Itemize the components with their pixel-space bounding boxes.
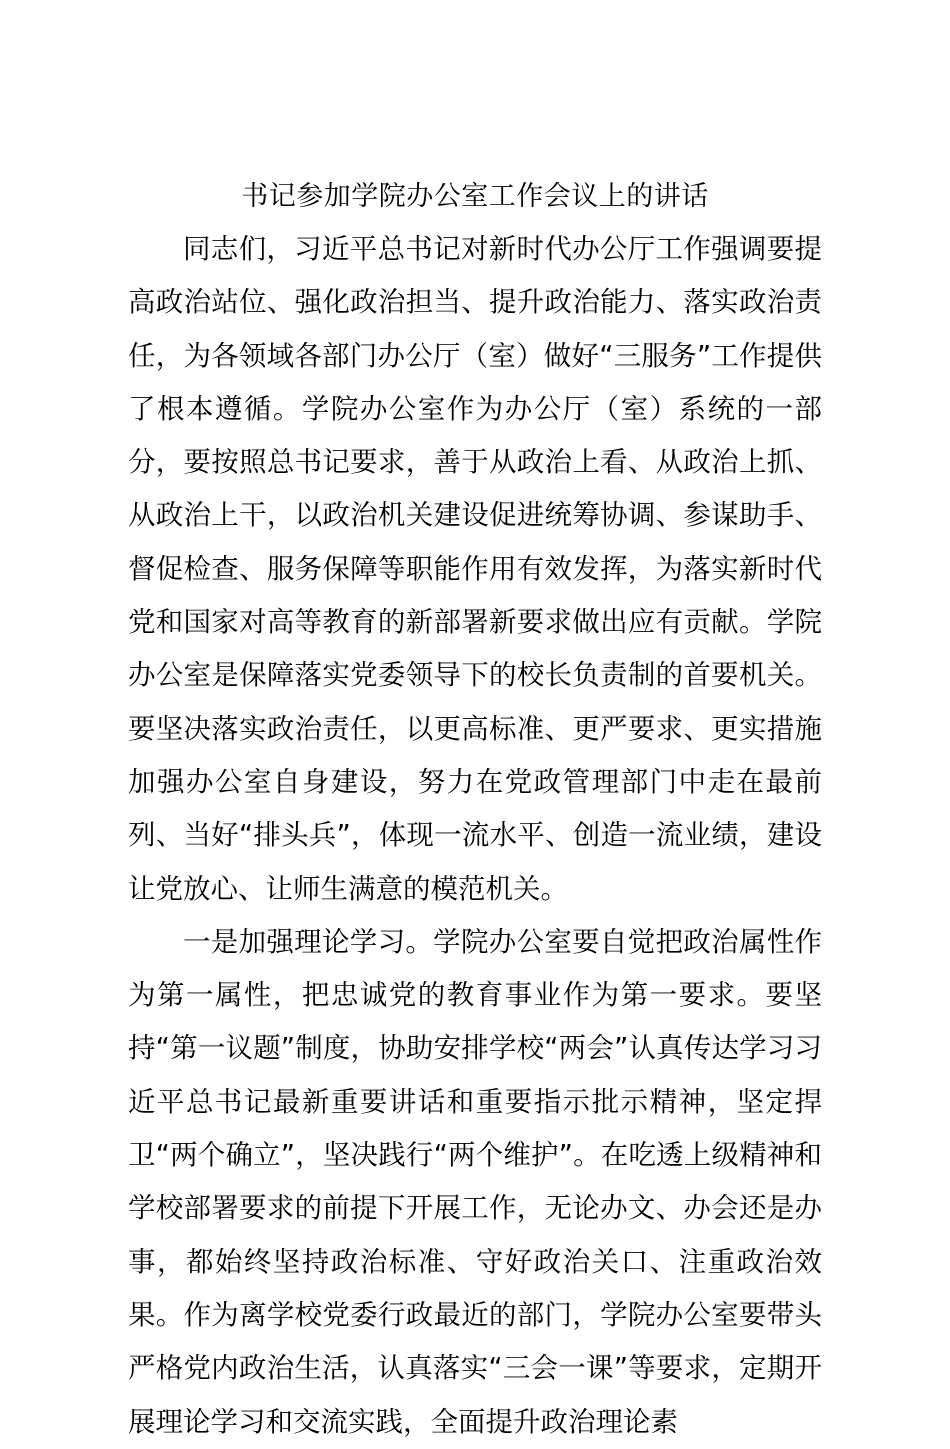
document-title: 书记参加学院办公室工作会议上的讲话 [241, 181, 709, 212]
document-body [128, 223, 822, 1449]
paragraph-opening: 同志们，习近平总书记对新时代办公厅工作强调要提高政治站位、强化政治担当、提升政治能力、落实政治责任，为各领域各部门办公厅（室）做好“三服务”工作提供了根本遵循。学院办公室作为办公厅（室）系统的一部分，要按照总书记要求，善于从政治上看、从政治上抓、从政治上干，以政治机关建设促进统筹协调、参谋助手、督促检查、服务保障等职能作用有效发挥，为落实新时代党和国家对高等教育的新部署新要求做出应有贡献。学院办公室是保障落实党委领导下的校长负责制的首要机关。要坚决落实政治责任，以更高标准、更严要求、更实措施加强办公室自身建设，努力在党政管理部门中走在最前列、当好“排头兵”，体现一流水平、创造一流业绩，建设让党放心、让师生满意的模范机关。 [128, 233, 822, 905]
paragraph-theory-study: 一是加强理论学习。学院办公室要自觉把政治属性作为第一属性，把忠诚党的教育事业作为第一要求。要坚持“第一议题”制度，协助安排学校“两会”认真传达学习习近平总书记最新重要讲话和重要指示批示精神，坚定捍卫“两个确立”，坚决践行“两个维护”。在吃透上级精神和学校部署要求的前提下开展工作，无论办文、办会还是办事，都始终坚持政治标准、守好政治关口、注重政治效果。作为离学校党委行政最近的部门，学院办公室要带头严格党内政治生活，认真落实“三会一课”等要求，定期开展理论学习和交流实践，全面提升政治理论素 [128, 925, 822, 1438]
